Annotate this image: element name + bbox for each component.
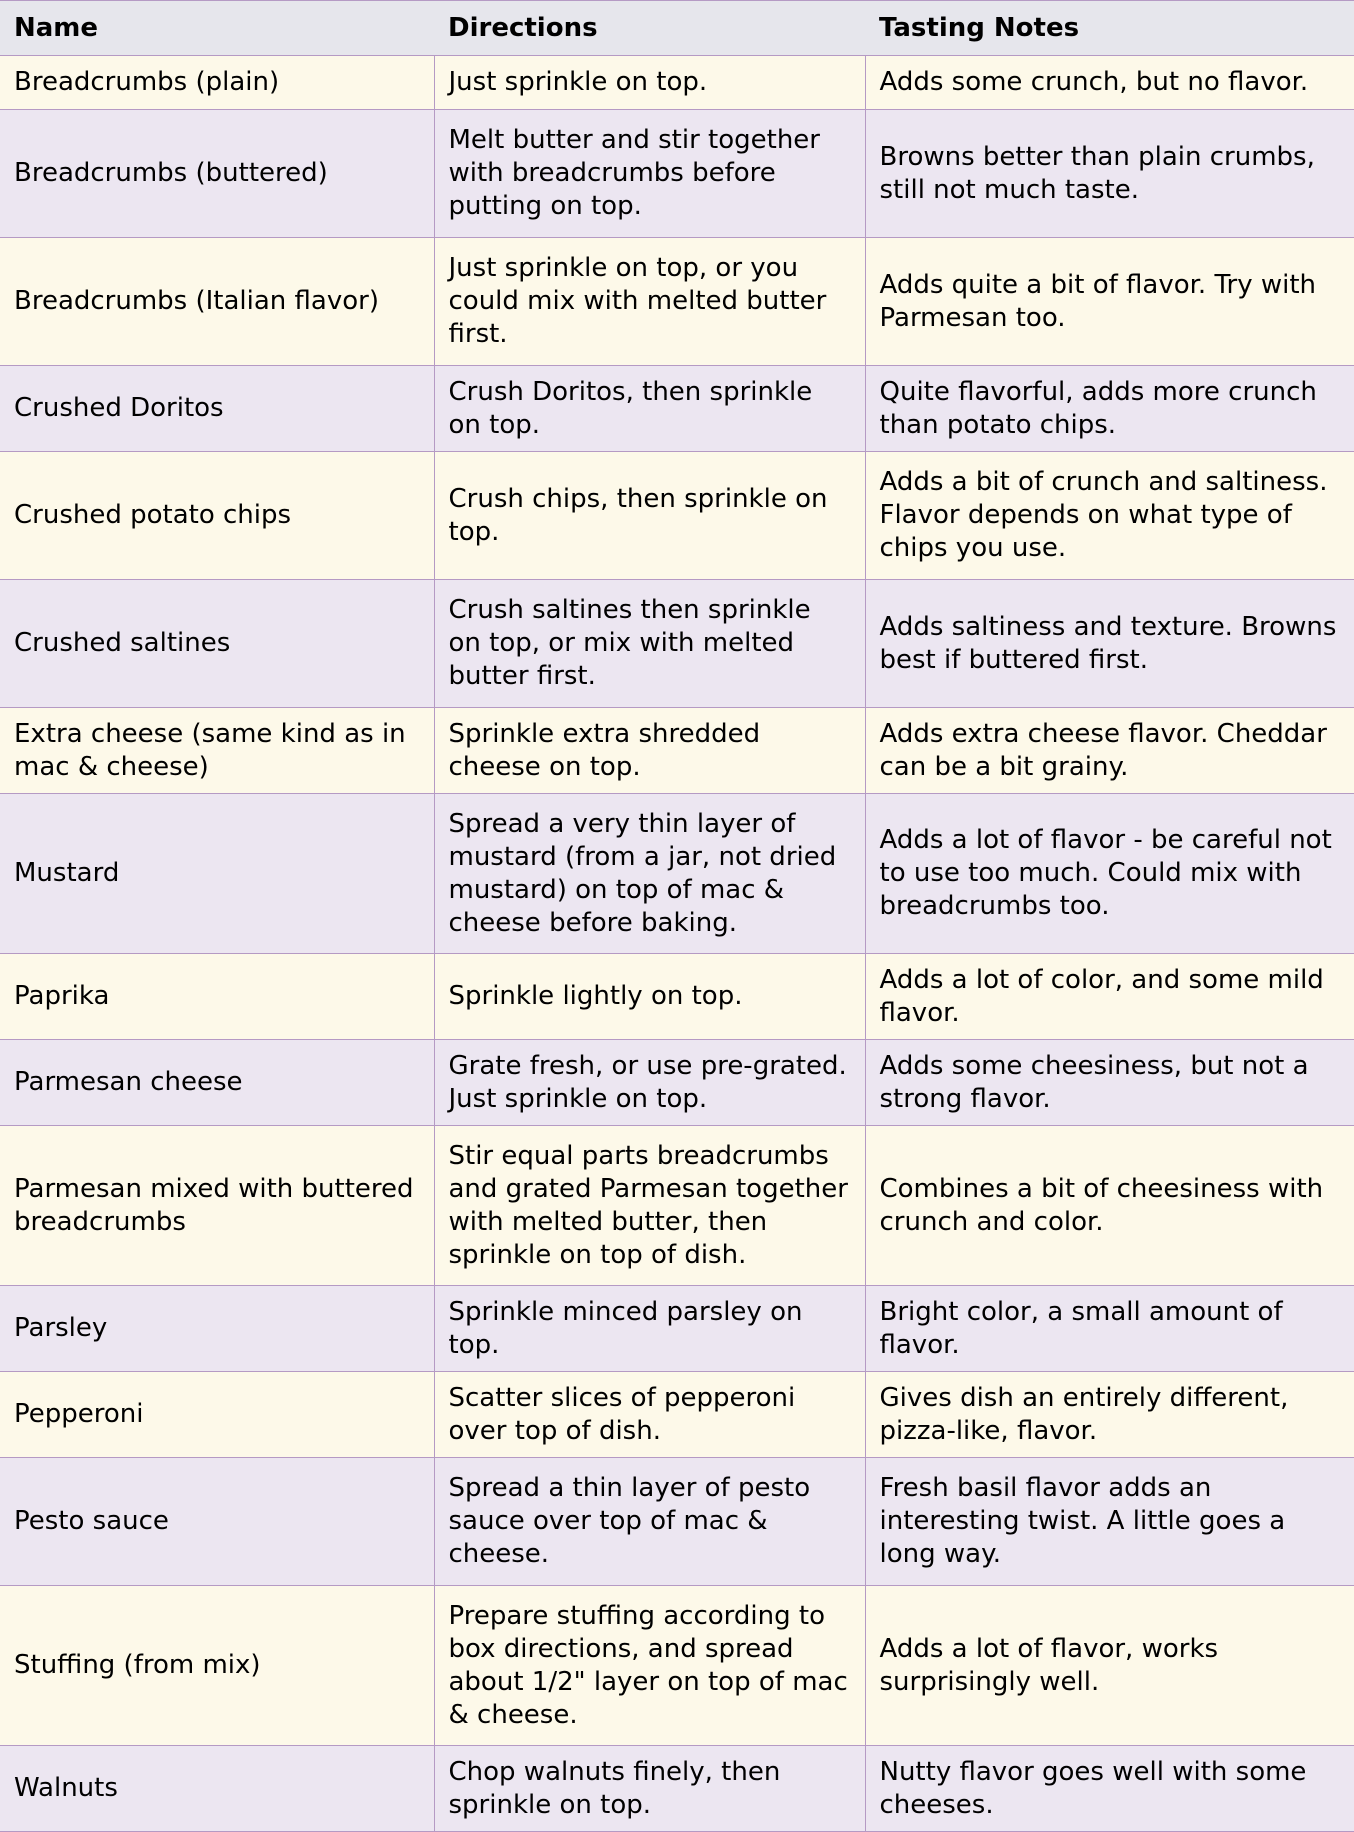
cell-notes: Adds a lot of flavor, works surprisingly well. <box>865 1586 1354 1746</box>
cell-directions: Crush saltines then sprinkle on top, or mix with melted butter first. <box>434 580 865 708</box>
table-row <box>0 1458 1354 1586</box>
table-row <box>0 238 1354 366</box>
cell-name: Pepperoni <box>0 1372 434 1458</box>
cell-name: Breadcrumbs (buttered) <box>0 110 434 238</box>
cell-directions: Grate fresh, or use pre-grated. Just sprinkle on top. <box>434 1040 865 1126</box>
cell-name: Crushed potato chips <box>0 452 434 580</box>
cell-notes: Combines a bit of cheesiness with crunch and color. <box>865 1126 1354 1286</box>
cell-directions: Spread a thin layer of pesto sauce over top of mac & cheese. <box>434 1458 865 1586</box>
cell-notes: Adds quite a bit of flavor. Try with Parmesan too. <box>865 238 1354 366</box>
table-row <box>0 1040 1354 1126</box>
cell-name: Stuffing (from mix) <box>0 1586 434 1746</box>
header-directions: Directions <box>434 1 865 56</box>
cell-directions: Stir equal parts breadcrumbs and grated Parmesan together with melted butter, then sprinkle on top of dish. <box>434 1126 865 1286</box>
cell-name: Crushed saltines <box>0 580 434 708</box>
cell-notes: Adds a bit of crunch and saltiness. Flavor depends on what type of chips you use. <box>865 452 1354 580</box>
table-row <box>0 1586 1354 1746</box>
table-row <box>0 1286 1354 1372</box>
cell-directions: Melt butter and stir together with breadcrumbs before putting on top. <box>434 110 865 238</box>
table-row <box>0 1372 1354 1458</box>
cell-directions: Chop walnuts finely, then sprinkle on top. <box>434 1746 865 1832</box>
cell-notes: Nutty flavor goes well with some cheeses. <box>865 1746 1354 1832</box>
cell-name: Paprika <box>0 954 434 1040</box>
table-row <box>0 708 1354 794</box>
cell-name: Walnuts <box>0 1746 434 1832</box>
cell-name: Pesto sauce <box>0 1458 434 1586</box>
cell-notes: Fresh basil flavor adds an interesting twist. A little goes a long way. <box>865 1458 1354 1586</box>
table-row <box>0 366 1354 452</box>
cell-notes: Browns better than plain crumbs, still not much taste. <box>865 110 1354 238</box>
cell-directions: Spread a very thin layer of mustard (from a jar, not dried mustard) on top of mac & cheese before baking. <box>434 794 865 954</box>
cell-name: Parmesan mixed with buttered breadcrumbs <box>0 1126 434 1286</box>
cell-notes: Adds a lot of flavor - be careful not to use too much. Could mix with breadcrumbs too. <box>865 794 1354 954</box>
cell-directions: Crush Doritos, then sprinkle on top. <box>434 366 865 452</box>
cell-notes: Bright color, a small amount of flavor. <box>865 1286 1354 1372</box>
header-tasting-notes: Tasting Notes <box>865 1 1354 56</box>
header-name: Name <box>0 1 434 56</box>
cell-name: Crushed Doritos <box>0 366 434 452</box>
cell-directions: Just sprinkle on top. <box>434 56 865 110</box>
cell-directions: Sprinkle extra shredded cheese on top. <box>434 708 865 794</box>
cell-notes: Quite flavorful, adds more crunch than potato chips. <box>865 366 1354 452</box>
cell-notes: Adds extra cheese flavor. Cheddar can be a bit grainy. <box>865 708 1354 794</box>
table-row <box>0 580 1354 708</box>
cell-notes: Adds some cheesiness, but not a strong flavor. <box>865 1040 1354 1126</box>
header-row <box>0 1 1354 56</box>
cell-name: Parmesan cheese <box>0 1040 434 1126</box>
cell-notes: Adds saltiness and texture. Browns best if buttered first. <box>865 580 1354 708</box>
cell-directions: Just sprinkle on top, or you could mix with melted butter first. <box>434 238 865 366</box>
table-row <box>0 794 1354 954</box>
cell-directions: Prepare stuffing according to box directions, and spread about 1/2" layer on top of mac & cheese. <box>434 1586 865 1746</box>
table-row <box>0 954 1354 1040</box>
cell-name: Breadcrumbs (plain) <box>0 56 434 110</box>
cell-name: Breadcrumbs (Italian flavor) <box>0 238 434 366</box>
cell-notes: Adds some crunch, but no flavor. <box>865 56 1354 110</box>
cell-directions: Sprinkle minced parsley on top. <box>434 1286 865 1372</box>
table-row <box>0 1746 1354 1832</box>
cell-directions: Crush chips, then sprinkle on top. <box>434 452 865 580</box>
table-row <box>0 56 1354 110</box>
table-row <box>0 1126 1354 1286</box>
cell-name: Extra cheese (same kind as in mac & cheese) <box>0 708 434 794</box>
cell-name: Parsley <box>0 1286 434 1372</box>
cell-directions: Scatter slices of pepperoni over top of dish. <box>434 1372 865 1458</box>
table-row <box>0 110 1354 238</box>
table-row <box>0 452 1354 580</box>
cell-name: Mustard <box>0 794 434 954</box>
cell-notes: Gives dish an entirely different, pizza-like, flavor. <box>865 1372 1354 1458</box>
cell-notes: Adds a lot of color, and some mild flavor. <box>865 954 1354 1040</box>
cell-directions: Sprinkle lightly on top. <box>434 954 865 1040</box>
